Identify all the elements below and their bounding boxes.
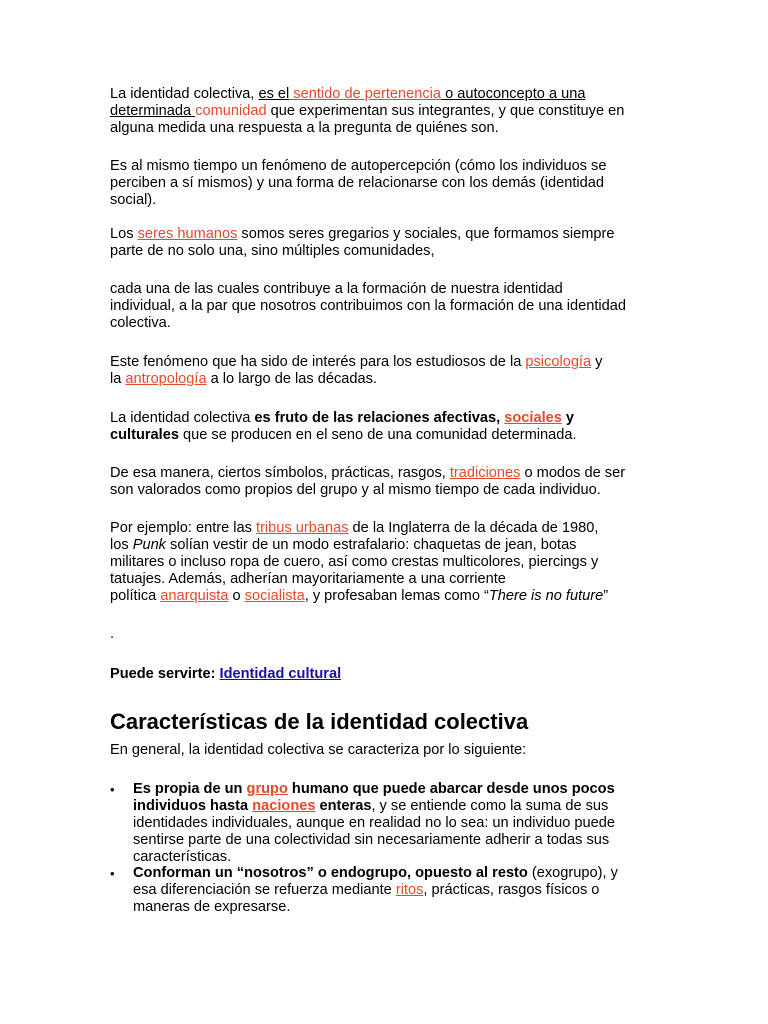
text-span: que experimentan sus integrantes, y que constituye en [266,103,625,119]
text-line [110,520,670,537]
link-grupo[interactable]: grupo [246,781,288,797]
bullet-icon: • [110,866,115,881]
text-line [110,103,670,120]
paragraph-ejemplo [110,520,670,605]
text-line: alguna medida una respuesta a la pregunta de quiénes son. [110,120,499,136]
text-span: , y profesaban lemas como “ [304,588,489,604]
link-seres-humanos[interactable]: seres humanos [137,226,238,242]
text-line [133,798,615,815]
paragraph-definition [110,86,670,137]
bold-text: enteras [315,798,372,814]
text-span: Por ejemplo: entre las [110,520,257,536]
text-span: somos seres gregarios y sociales, que formamos siempre [237,226,615,242]
text-line [110,354,670,371]
text-line [110,226,670,243]
bold-text: y [561,410,575,426]
link-identidad-cultural[interactable]: Identidad cultural [219,666,342,682]
link-naciones[interactable]: naciones [252,798,316,814]
bold-text: culturales [110,427,179,443]
text-line: sentirse parte de una colectividad sin necesariamente adherir a todas sus [133,832,610,848]
text-span: la [110,371,126,387]
italic-text: There is no future [488,588,604,604]
text-line [110,427,670,444]
paragraph-fenomeno [110,354,670,388]
text-span: De esa manera, ciertos símbolos, prácticas, rasgos, [110,465,450,481]
bold-text: Conforman un “nosotros” o endogrupo, opuesto al resto [133,865,528,881]
text-span: los [110,537,133,553]
text-span: o [228,588,245,604]
link-psicologia[interactable]: psicología [525,354,592,370]
text-line [110,465,670,482]
text-line: tatuajes. Además, adherían mayoritariamente a una corriente [110,571,506,587]
dot-separator: . [110,626,115,642]
text-span: , y se entiende como la suma de sus [371,798,609,814]
bullet-icon: • [110,782,115,797]
text-span: política [110,588,161,604]
text-span: , prácticas, rasgos físicos o [423,882,600,898]
text-span: La identidad colectiva, [110,86,259,102]
text-line: colectiva. [110,315,171,331]
text-line: Es al mismo tiempo un fenómeno de autopercepción (cómo los individuos se [110,158,607,174]
text-line [110,666,670,683]
text-span: La identidad colectiva [110,410,255,426]
related-label: Puede servirte: [110,666,220,682]
text-line [110,86,670,103]
bold-text: Es propia de un [133,781,247,797]
text-line: son valorados como propios del grupo y al mismo tiempo de cada individuo. [110,482,601,498]
paragraph-simbolos [110,465,670,499]
text-span: que se producen en el seno de una comunidad determinada. [178,427,577,443]
text-line [133,882,618,899]
related-link-line [110,666,670,683]
text-line: maneras de expresarse. [133,899,291,915]
text-span: Los [110,226,138,242]
link-antropologia[interactable]: antropología [125,371,207,387]
text-span: o autoconcepto a una [441,86,586,102]
link-anarquista[interactable]: anarquista [160,588,229,604]
text-line: características. [133,849,232,865]
paragraph-fruto [110,410,670,444]
bold-text: humano que puede abarcar desde unos pocos [287,781,615,797]
link-tradiciones[interactable]: tradiciones [449,465,521,481]
text-line [110,588,670,605]
bold-text: es fruto de las relaciones afectivas, [254,410,505,426]
text-line [110,371,670,388]
text-span: esa diferenciación se refuerza mediante [133,882,396,898]
link-ritos[interactable]: ritos [395,882,424,898]
text-line: individual, a la par que nosotros contribuimos con la formación de una identidad [110,298,626,314]
text-span: de la Inglaterra de la década de 1980, [348,520,599,536]
italic-text: Punk [132,537,166,553]
section-heading: Características de la identidad colectiva [110,709,529,734]
text-span: solían vestir de un modo estrafalario: chaquetas de jean, botas [165,537,577,553]
text-line [133,865,618,882]
link-socialista[interactable]: socialista [244,588,305,604]
text-span: o modos de ser [520,465,626,481]
bold-text: individuos hasta [133,798,253,814]
paragraph-cada-una [110,281,670,332]
text-line: cada una de las cuales contribuye a la formación de nuestra identidad [110,281,563,297]
link-tribus-urbanas[interactable]: tribus urbanas [256,520,349,536]
text-line: identidades individuales, aunque en realidad no lo sea: un individuo puede [133,815,615,831]
text-span: (exogrupo), y [527,865,618,881]
text-span: determinada [110,103,196,119]
text-span: ” [603,588,609,604]
paragraph-seres-humanos [110,226,670,260]
link-comunidad[interactable]: comunidad [195,103,267,119]
link-sentido-de-pertenencia[interactable]: sentido de pertenencia [289,86,442,102]
text-line: social). [110,192,157,208]
text-line [110,537,670,554]
link-sociales[interactable]: sociales [504,410,562,426]
paragraph-autopercepcion [110,158,670,209]
text-line: parte de no solo una, sino múltiples comunidades, [110,243,435,259]
text-span: a lo largo de las décadas. [206,371,377,387]
text-line: militares o incluso ropa de cuero, así como crestas multicolores, piercings y [110,554,599,570]
text-line [110,410,670,427]
bullet-text [133,781,615,866]
text-line: perciben a sí mismos) y una forma de relacionarse con los demás (identidad [110,175,604,191]
bullet-text [133,865,618,916]
text-line [133,781,615,798]
text-span: es el [258,86,290,102]
section-intro: En general, la identidad colectiva se caracteriza por lo siguiente: [110,742,527,758]
text-span: Este fenómeno que ha sido de interés para los estudiosos de la [110,354,526,370]
text-span: y [591,354,603,370]
